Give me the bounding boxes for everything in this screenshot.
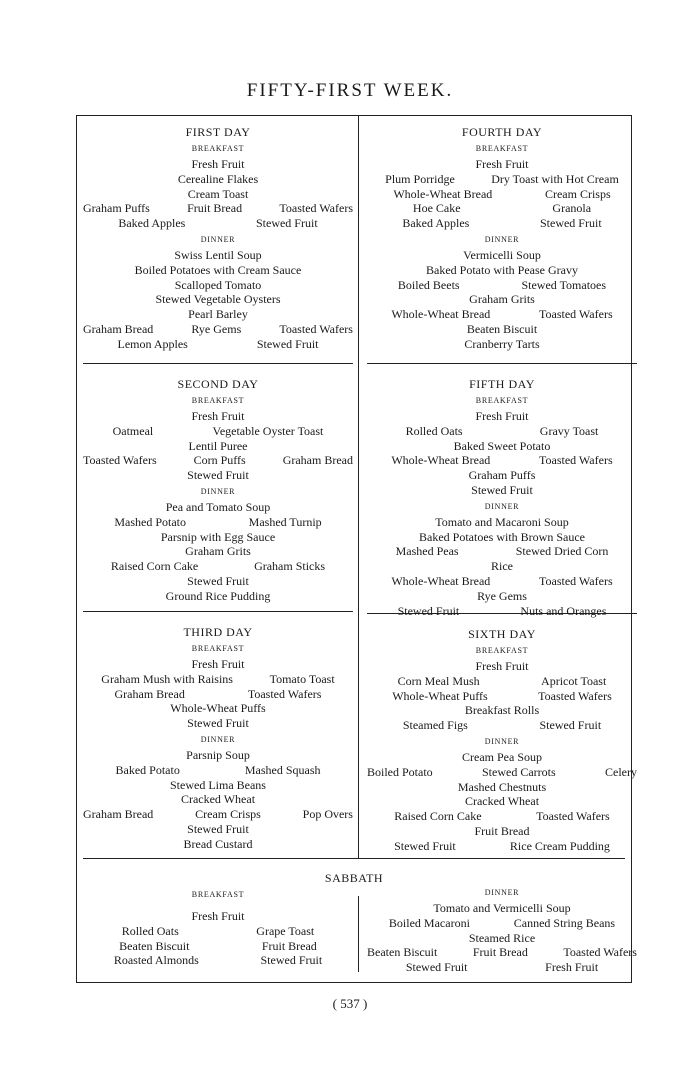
menu-item: Fresh Fruit	[475, 659, 529, 673]
menu-item: Stewed Fruit	[255, 216, 318, 231]
day-title: FOURTH DAY	[461, 125, 543, 139]
menu-item: Breakfast Rolls	[464, 703, 540, 718]
menu-line	[367, 839, 637, 854]
menu-item: Fruit Bread	[187, 201, 243, 216]
menu-item: Mashed Chestnuts	[457, 779, 547, 794]
meal-label: BREAKFAST	[475, 646, 529, 655]
menu-line	[367, 322, 637, 337]
menu-item: Hoe Cake	[412, 201, 461, 216]
menu-line	[83, 778, 353, 793]
menu-item: Stewed Fruit	[405, 960, 468, 975]
menu-line	[83, 939, 353, 954]
meal-label: BREAKFAST	[191, 144, 245, 153]
menu-item: Toasted Wafers	[279, 201, 353, 216]
menu-item: Pop Overs	[302, 807, 353, 822]
menu-item: Stewed Fruit	[187, 573, 249, 588]
menu-line	[83, 716, 353, 731]
horizontal-rule	[83, 858, 625, 859]
menu-line	[367, 931, 637, 946]
menu-item: Stewed Fruit	[394, 838, 456, 853]
menu-line	[83, 263, 353, 278]
menu-line	[367, 674, 637, 689]
menu-line	[367, 292, 637, 307]
menu-item: Baked Potato with Pease Gravy	[426, 262, 578, 277]
menu-item: Lemon Apples	[117, 336, 188, 351]
menu-item: Steamed Rice	[468, 930, 536, 945]
menu-item: Toasted Wafers	[83, 453, 157, 468]
menu-line	[367, 424, 637, 439]
menu-item: Boiled Potatoes with Cream Sauce	[134, 262, 302, 277]
menu-item: Stewed Fruit	[471, 482, 533, 497]
menu-item: Ground Rice Pudding	[165, 588, 271, 603]
menu-item: Cerealine Flakes	[177, 171, 259, 186]
menu-line	[83, 687, 353, 702]
menu-item: Whole-Wheat Bread	[393, 186, 493, 201]
menu-line	[367, 916, 637, 931]
meal-label: DINNER	[200, 734, 236, 744]
menu-item: Rye Gems	[477, 588, 527, 603]
meal-label: DINNER	[200, 486, 236, 496]
menu-line	[367, 263, 637, 278]
menu-line	[83, 909, 353, 924]
menu-item: Whole-Wheat Puffs	[170, 701, 266, 716]
menu-line	[83, 672, 353, 687]
menu-item: Fresh Fruit	[191, 409, 245, 423]
meal-label: BREAKFAST	[191, 644, 245, 653]
menu-item: Toasted Wafers	[247, 686, 322, 701]
menu-line	[83, 701, 353, 716]
day-title: SECOND DAY	[177, 377, 259, 391]
menu-line	[367, 960, 637, 975]
menu-line	[367, 750, 637, 765]
sabbath-divider	[358, 896, 359, 972]
menu-item: Graham Bread	[114, 686, 185, 701]
menu-item: Fruit Bread	[474, 823, 530, 838]
menu-table	[76, 115, 637, 983]
meal-label: DINNER	[484, 736, 520, 746]
menu-line	[367, 945, 637, 960]
menu-item: Rice Cream Pudding	[509, 838, 610, 853]
day-title: THIRD DAY	[183, 625, 253, 639]
menu-item: Whole-Wheat Bread	[391, 307, 491, 322]
menu-item: Cream Pea Soup	[462, 749, 542, 764]
menu-item: Cracked Wheat	[464, 794, 540, 809]
menu-line	[367, 559, 637, 574]
meal-label: DINNER	[484, 888, 520, 897]
menu-item: Raised Corn Cake	[394, 809, 482, 824]
menu-line	[367, 530, 637, 545]
menu-item: Stewed Fruit	[187, 468, 249, 483]
menu-item: Mashed Potato	[114, 514, 186, 529]
day-section	[83, 364, 353, 612]
menu-item: Graham Sticks	[254, 559, 326, 574]
menu-item: Corn Meal Mush	[397, 673, 480, 688]
menu-item: Stewed Fruit	[187, 821, 249, 836]
menu-item: Stewed Lima Beans	[170, 777, 266, 792]
menu-line	[367, 201, 637, 216]
menu-item: Stewed Vegetable Oysters	[155, 292, 281, 307]
menu-item: Toasted Wafers	[536, 809, 610, 824]
menu-line	[367, 409, 637, 424]
menu-item: Fresh Fruit	[191, 909, 245, 923]
menu-line	[83, 292, 353, 307]
menu-item: Fresh Fruit	[475, 409, 529, 423]
menu-item: Lentil Puree	[188, 438, 248, 453]
day-section	[367, 364, 637, 618]
menu-line	[367, 824, 637, 839]
menu-item: Baked Apples	[402, 216, 470, 231]
menu-line	[367, 703, 637, 718]
menu-item: Fresh Fruit	[545, 960, 599, 975]
menu-line	[83, 201, 353, 216]
menu-item: Oatmeal	[112, 423, 154, 438]
menu-item: Toasted Wafers	[563, 945, 637, 960]
menu-item: Cream Toast	[187, 186, 249, 201]
menu-item: Baked Potatoes with Brown Sauce	[419, 529, 585, 544]
menu-item: Graham Grits	[185, 544, 251, 559]
menu-item: Tomato and Vermicelli Soup	[433, 901, 571, 915]
menu-item: Mashed Squash	[244, 762, 321, 777]
menu-line	[83, 589, 353, 604]
menu-item: Stewed Tomatoes	[521, 277, 607, 292]
menu-line	[83, 748, 353, 763]
menu-item: Boiled Potato	[367, 764, 433, 779]
menu-item: Stewed Fruit	[260, 953, 323, 968]
menu-item: Canned String Beans	[513, 915, 616, 930]
menu-line	[83, 924, 353, 939]
menu-item: Toasted Wafers	[539, 453, 613, 468]
menu-item: Baked Sweet Potato	[453, 438, 551, 453]
menu-line	[83, 807, 353, 822]
menu-item: Beaten Biscuit	[367, 945, 438, 960]
menu-item: Nuts and Oranges	[520, 603, 607, 618]
menu-item: Graham Grits	[469, 292, 535, 307]
menu-line	[367, 157, 637, 172]
menu-item: Graham Puffs	[83, 201, 150, 216]
menu-line	[83, 953, 353, 968]
menu-line	[83, 439, 353, 454]
menu-line	[367, 453, 637, 468]
menu-item: Stewed Fruit	[539, 216, 602, 231]
left-column	[83, 116, 353, 858]
menu-item: Stewed Dried Corn	[515, 544, 609, 559]
menu-item: Granola	[552, 201, 592, 216]
menu-item: Celery	[604, 764, 637, 779]
menu-line	[83, 837, 353, 852]
menu-line	[83, 468, 353, 483]
page-number: ( 537 )	[332, 996, 368, 1011]
menu-line	[83, 657, 353, 672]
page-title: FIFTY-FIRST WEEK.	[246, 80, 454, 101]
menu-item: Cream Crisps	[544, 186, 611, 201]
menu-line	[83, 574, 353, 589]
menu-line	[367, 765, 637, 780]
day-section	[367, 116, 637, 364]
menu-item: Stewed Fruit	[397, 603, 460, 618]
menu-item: Rice	[491, 559, 513, 574]
menu-line	[83, 424, 353, 439]
menu-line	[367, 187, 637, 202]
menu-line	[367, 439, 637, 454]
menu-item: Rye Gems	[191, 321, 242, 336]
menu-item: Steamed Figs	[402, 718, 468, 733]
meal-label: BREAKFAST	[475, 396, 529, 405]
menu-item: Stewed Fruit	[539, 718, 602, 733]
menu-line	[83, 792, 353, 807]
menu-item: Apricot Toast	[541, 673, 607, 688]
day-title: FIFTH DAY	[469, 377, 535, 391]
menu-line	[367, 278, 637, 293]
menu-item: Cream Crisps	[195, 807, 261, 822]
menu-item: Fruit Bread	[472, 945, 528, 960]
menu-line	[83, 515, 353, 530]
menu-item: Whole-Wheat Bread	[391, 573, 491, 588]
menu-line	[83, 559, 353, 574]
menu-line	[367, 901, 637, 916]
menu-item: Fresh Fruit	[191, 657, 245, 671]
day-section	[83, 116, 353, 364]
menu-item: Baked Apples	[118, 216, 186, 231]
meal-label: BREAKFAST	[191, 890, 245, 899]
menu-item: Graham Mush with Raisins	[101, 671, 233, 686]
day-section	[367, 614, 637, 860]
meal-label: BREAKFAST	[191, 396, 245, 405]
menu-line	[367, 574, 637, 589]
menu-line	[83, 530, 353, 545]
menu-item: Grape Toast	[256, 923, 315, 938]
menu-item: Vermicelli Soup	[463, 247, 541, 262]
menu-item: Fresh Fruit	[191, 157, 245, 171]
menu-line	[83, 278, 353, 293]
menu-item: Swiss Lentil Soup	[174, 247, 262, 262]
menu-item: Boiled Macaroni	[388, 915, 470, 930]
menu-line	[367, 248, 637, 263]
menu-line	[367, 172, 637, 187]
menu-line	[367, 718, 637, 733]
menu-item: Tomato and Macaroni Soup	[435, 514, 569, 529]
menu-item: Graham Bread	[83, 807, 154, 822]
sabbath-section	[77, 864, 637, 975]
menu-item: Gravy Toast	[539, 423, 599, 438]
menu-item: Cranberry Tarts	[464, 336, 540, 351]
menu-item: Fresh Fruit	[475, 157, 529, 171]
meal-label: DINNER	[200, 234, 236, 244]
menu-item: Toasted Wafers	[539, 307, 613, 322]
menu-line	[83, 409, 353, 424]
menu-item: Parsnip Soup	[186, 747, 250, 762]
menu-line	[83, 822, 353, 837]
menu-item: Boiled Beets	[397, 277, 460, 292]
menu-item: Graham Puffs	[468, 468, 536, 483]
menu-item: Toasted Wafers	[279, 321, 353, 336]
menu-item: Mashed Turnip	[248, 514, 322, 529]
menu-line	[83, 216, 353, 231]
menu-line	[83, 453, 353, 468]
menu-item: Cracked Wheat	[180, 792, 256, 807]
menu-line	[83, 187, 353, 202]
right-column	[367, 116, 637, 860]
menu-item: Roasted Almonds	[113, 953, 199, 968]
menu-item: Vegetable Oyster Toast	[212, 423, 324, 438]
menu-item: Toasted Wafers	[539, 573, 613, 588]
menu-item: Mashed Peas	[395, 544, 459, 559]
menu-line	[367, 307, 637, 322]
menu-item: Beaten Biscuit	[466, 321, 538, 336]
menu-line	[367, 689, 637, 704]
menu-item: Whole-Wheat Puffs	[392, 688, 488, 703]
menu-item: Bread Custard	[183, 836, 253, 851]
column-divider	[358, 116, 359, 858]
menu-line	[367, 483, 637, 498]
menu-line	[367, 794, 637, 809]
menu-item: Fruit Bread	[261, 938, 317, 953]
menu-item: Raised Corn Cake	[110, 559, 199, 574]
menu-item: Scalloped Tomato	[174, 277, 262, 292]
menu-line	[83, 172, 353, 187]
menu-line	[83, 157, 353, 172]
menu-line	[83, 763, 353, 778]
day-title: FIRST DAY	[185, 125, 251, 139]
menu-item: Pea and Tomato Soup	[165, 499, 271, 514]
menu-item: Stewed Carrots	[482, 764, 556, 779]
menu-line	[367, 659, 637, 674]
menu-line	[367, 515, 637, 530]
menu-line	[367, 589, 637, 604]
menu-item: Corn Puffs	[193, 453, 246, 468]
day-section	[83, 612, 353, 858]
menu-item: Graham Bread	[282, 453, 353, 468]
menu-item: Stewed Fruit	[187, 716, 249, 731]
menu-item: Whole-Wheat Bread	[391, 453, 491, 468]
day-title: SABBATH	[324, 871, 384, 885]
menu-item: Graham Bread	[83, 321, 154, 336]
day-title: SIXTH DAY	[468, 627, 536, 641]
menu-line	[367, 337, 637, 352]
sabbath-breakfast	[83, 890, 353, 968]
menu-item: Stewed Fruit	[256, 336, 319, 351]
menu-line	[367, 780, 637, 795]
menu-line	[83, 500, 353, 515]
menu-item: Baked Potato	[115, 762, 180, 777]
menu-item: Rolled Oats	[121, 923, 179, 938]
menu-line	[83, 337, 353, 352]
menu-line	[83, 544, 353, 559]
menu-line	[367, 216, 637, 231]
menu-item: Rolled Oats	[405, 423, 463, 438]
menu-line	[367, 544, 637, 559]
meal-label: DINNER	[484, 501, 520, 511]
menu-item: Tomato Toast	[269, 671, 335, 686]
menu-item: Pearl Barley	[188, 307, 248, 322]
menu-item: Dry Toast with Hot Cream	[491, 171, 619, 186]
menu-line	[83, 307, 353, 322]
meal-label: DINNER	[484, 234, 520, 244]
menu-line	[83, 322, 353, 337]
sabbath-dinner	[367, 884, 637, 975]
menu-item: Plum Porridge	[385, 171, 455, 186]
menu-item: Toasted Wafers	[538, 688, 612, 703]
menu-line	[367, 468, 637, 483]
menu-item: Parsnip with Egg Sauce	[160, 529, 276, 544]
menu-line	[83, 248, 353, 263]
meal-label: BREAKFAST	[475, 144, 529, 153]
menu-item: Beaten Biscuit	[119, 938, 190, 953]
menu-line	[367, 809, 637, 824]
